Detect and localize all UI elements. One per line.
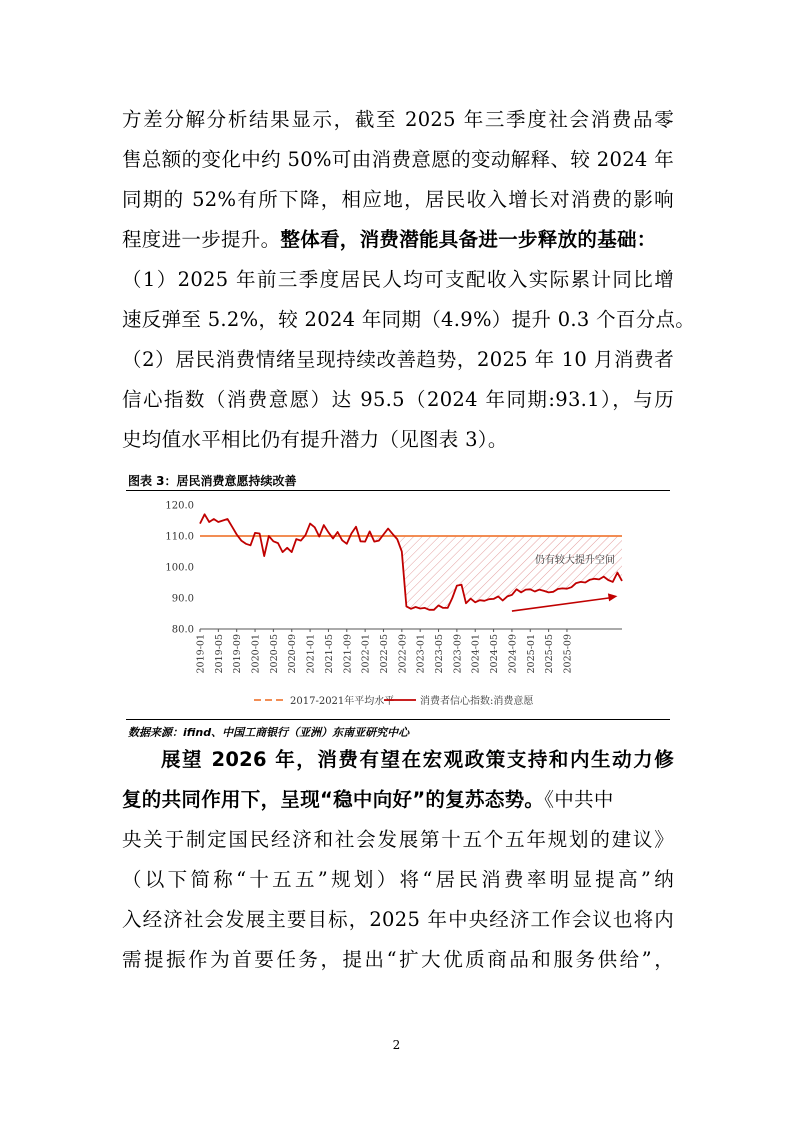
text-line: 同期的 52%有所下降，相应地，居民收入增长对消费的影响 bbox=[122, 188, 674, 211]
text-line: 售总额的变化中约 50%可由消费意愿的变动解释、较 2024 年 bbox=[122, 148, 674, 171]
figure-bottom-rule bbox=[126, 719, 670, 720]
figure-top-rule bbox=[126, 490, 670, 491]
x-tick-label: 2025-01 bbox=[525, 634, 537, 674]
x-tick-label: 2023-05 bbox=[434, 634, 446, 674]
x-tick-label: 2022-09 bbox=[397, 634, 409, 674]
y-tick-label: 100.0 bbox=[165, 562, 194, 574]
x-tick-label: 2022-05 bbox=[378, 634, 390, 674]
x-tick-label: 2020-05 bbox=[268, 634, 280, 674]
figure-title: 图表 3：居民消费意愿持续改善 bbox=[128, 474, 297, 488]
bold-summary: 整体看，消费潜能具备进一步释放的基础： bbox=[280, 228, 657, 251]
text-line bbox=[122, 780, 674, 820]
x-tick-label: 2019-09 bbox=[232, 634, 244, 674]
text-line: （1）2025 年前三季度居民人均可支配收入实际累计同比增 bbox=[122, 268, 674, 291]
legend-label-average: 2017-2021年平均水平 bbox=[290, 696, 395, 707]
text-line: 史均值水平相比仍有提升潜力（见图表 3）。 bbox=[122, 428, 508, 451]
x-tick-label: 2019-05 bbox=[213, 634, 225, 674]
y-tick-label: 90.0 bbox=[171, 593, 194, 605]
x-tick-label: 2021-09 bbox=[342, 634, 354, 674]
x-tick-label: 2024-09 bbox=[507, 634, 519, 674]
trend-arrow-head bbox=[608, 593, 618, 601]
x-tick-label: 2023-09 bbox=[452, 634, 464, 674]
text-line: 入经济社会发展主要目标，2025 年中央经济工作会议也将内 bbox=[122, 908, 674, 931]
x-axis bbox=[196, 629, 623, 673]
text-line bbox=[122, 220, 674, 260]
bold-run: 复的共同作用下，呈现“稳中向好”的复苏态势。 bbox=[122, 788, 545, 811]
text-line: （以下简称“十五五”规划）将“居民消费率明显提高”纳 bbox=[122, 868, 674, 891]
paragraph-consumption-analysis bbox=[122, 100, 696, 460]
text-line: 需提振作为首要任务，提出“扩大优质商品和服务供给”， bbox=[122, 948, 674, 971]
x-tick-label: 2021-05 bbox=[323, 634, 335, 674]
text-line: 央关于制定国民经济和社会发展第十五个五年规划的建议》 bbox=[122, 828, 674, 851]
y-tick-label: 80.0 bbox=[171, 624, 194, 636]
consumer-confidence-chart bbox=[126, 493, 670, 717]
x-tick-label: 2022-01 bbox=[360, 634, 372, 674]
trend-arrow bbox=[512, 598, 612, 611]
x-tick-label: 2024-05 bbox=[489, 634, 501, 674]
chart-annotation: 仍有较大提升空间 bbox=[534, 554, 615, 566]
chart-legend bbox=[254, 694, 533, 707]
x-tick-label: 2023-01 bbox=[415, 634, 427, 674]
text-line-bold: 展望 2026 年，消费有望在宏观政策支持和内生动力修 bbox=[161, 748, 674, 771]
paragraph-outlook-2026 bbox=[122, 740, 674, 980]
x-tick-label: 2024-01 bbox=[470, 634, 482, 674]
gap-hatched-area bbox=[374, 529, 622, 610]
x-tick-label: 2025-05 bbox=[544, 634, 556, 674]
y-tick-label: 120.0 bbox=[165, 500, 194, 512]
y-tick-label: 110.0 bbox=[165, 531, 194, 543]
legend-label-index: 消费者信心指数:消费意愿 bbox=[420, 696, 534, 707]
text-line: 速反弹至 5.2%，较 2024 年同期（4.9%）提升 0.3 个百分点。 bbox=[122, 308, 696, 331]
text-line: （2）居民消费情绪呈现持续改善趋势，2025 年 10 月消费者 bbox=[122, 348, 674, 371]
x-tick-label: 2019-01 bbox=[195, 634, 207, 674]
x-tick-label: 2021-01 bbox=[305, 634, 317, 674]
figure-source: 数据来源：ifind、中国工商银行（亚洲）东南亚研究中心 bbox=[128, 726, 410, 739]
x-tick-label: 2020-01 bbox=[250, 634, 262, 674]
text-line: 方差分解分析结果显示，截至 2025 年三季度社会消费品零 bbox=[122, 108, 674, 131]
text-line: 信心指数（消费意愿）达 95.5（2024 年同期:93.1），与历 bbox=[122, 388, 674, 411]
y-axis bbox=[165, 501, 194, 636]
x-tick-label: 2025-09 bbox=[562, 634, 574, 674]
text-run: 《中共中 bbox=[544, 788, 614, 811]
page-number: 2 bbox=[392, 1038, 401, 1052]
text-run: 程度进一步提升。 bbox=[122, 228, 281, 251]
x-tick-label: 2020-09 bbox=[287, 634, 299, 674]
